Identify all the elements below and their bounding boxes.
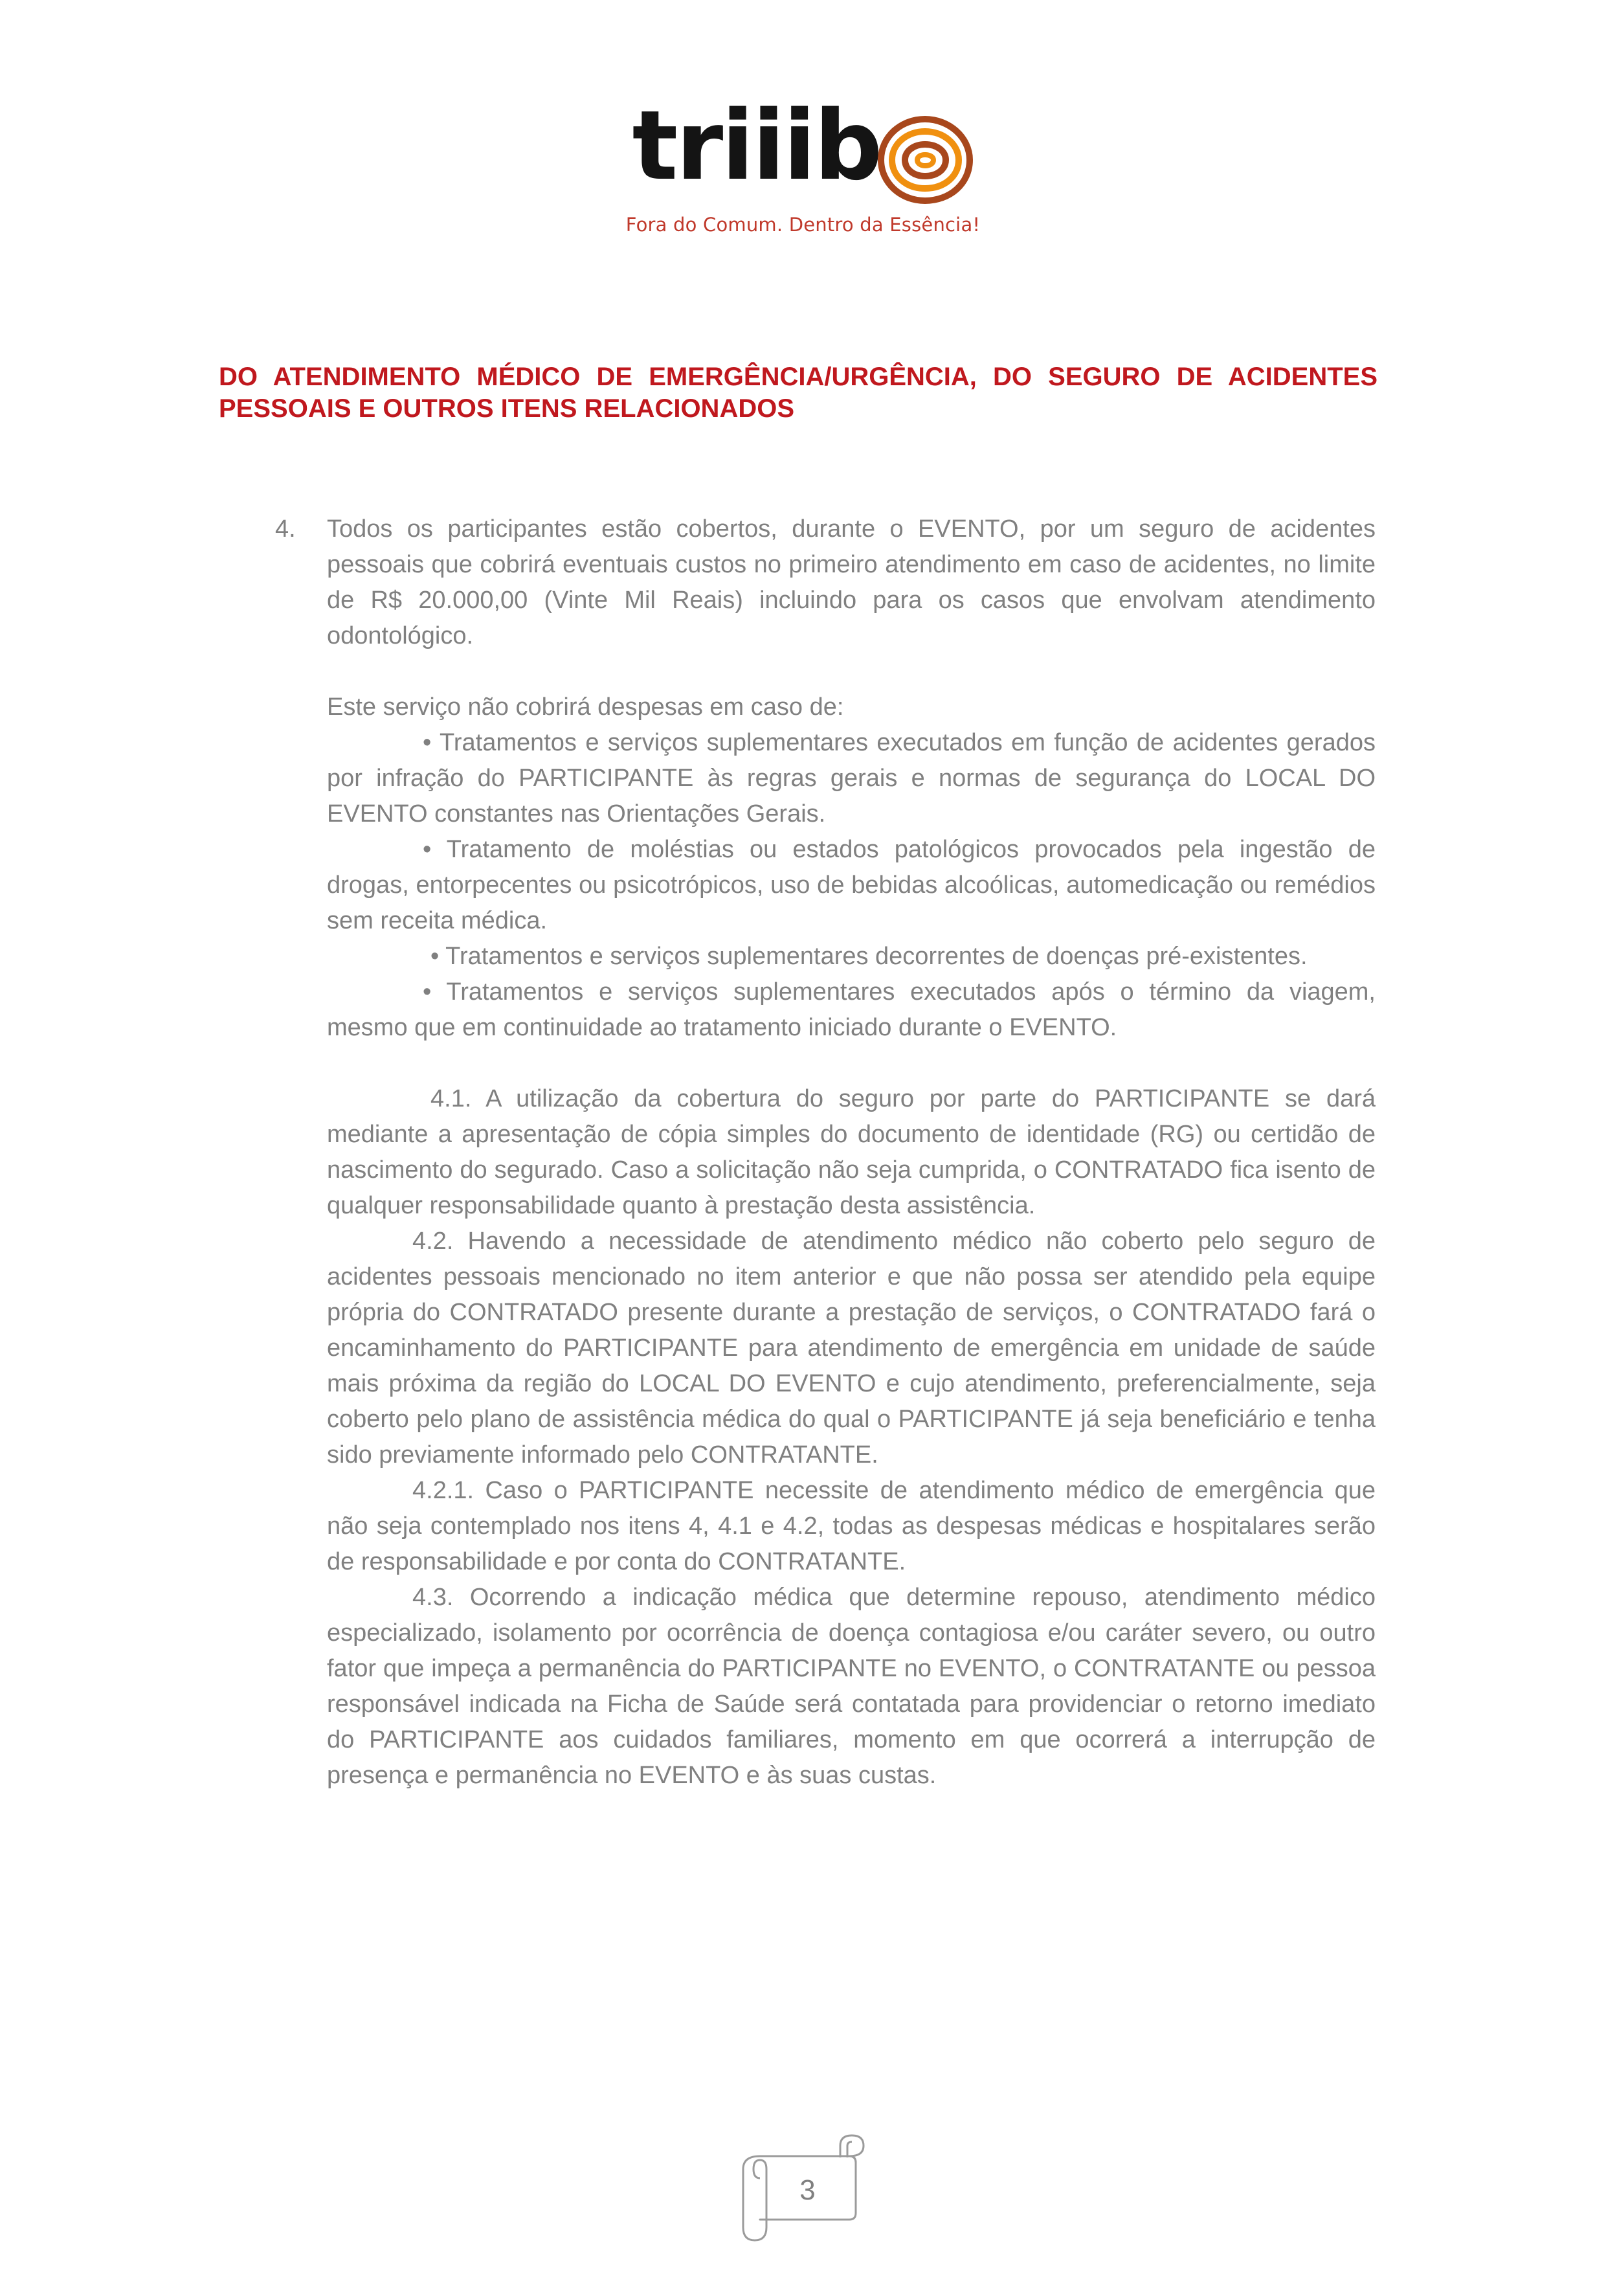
scroll-banner-icon [729,2129,878,2245]
logo-tagline: Fora do Comum. Dentro da Essência! [625,214,981,236]
exclusion-bullet-1: • Tratamentos e serviços suplementares executados em função de acidentes gerados por infração do PARTICIPANTE às regras gerais e normas de segurança do LOCAL DO EVENTO constantes nas Orientações Gerais. [327,729,1376,827]
exclusion-bullet-3: • Tratamentos e serviços suplementares decorrentes de doenças pré-existentes. [430,943,1308,970]
concentric-rings-icon [876,115,974,208]
clause-4-3: 4.3. Ocorrendo a indicação médica que determine repouso, atendimento médico especializado, isolamento por ocorrência de doença contagiosa e/ou caráter severo, ou outro fator que impeça a permanência do PARTICIPANTE no EVENTO, o CONTRATANTE ou pessoa responsável indicada na Ficha de Saúde será contatada para providenciar o retorno imediato do PARTICIPANTE aos cuidados familiares, momento em que ocorrerá a interrupção de presença e permanência no EVENTO e às suas custas. [327,1584,1376,1789]
clause-4-2: 4.2. Havendo a necessidade de atendimento médico não coberto pelo seguro de acidentes pessoais mencionado no item anterior e que não possa ser atendido pela equipe própria do CONTRATADO presente durante a prestação de serviços, o CONTRATADO fará o encaminhamento do PARTICIPANTE para atendimento de emergência em unidade de saúde mais próxima da região do LOCAL DO EVENTO e cujo atendimento, preferencialmente, seja coberto pelo plano de assistência médica do qual o PARTICIPANTE já seja beneficiário e tenha sido previamente informado pelo CONTRATANTE. [327,1228,1376,1469]
exclusions-intro: Este serviço não cobrirá despesas em caso de: [327,693,844,721]
logo-row [632,90,974,207]
brand-logo [0,90,1606,236]
exclusion-bullet-2: • Tratamento de moléstias ou estados patológicos provocados pela ingestão de drogas, entorpecentes ou psicotrópicos, uso de bebidas alcoólicas, automedicação ou remédios sem receita médica. [327,836,1376,934]
clause-4-1: 4.1. A utilização da cobertura do seguro por parte do PARTICIPANTE se dará mediante a apresentação de cópia simples do documento de identidade (RG) ou certidão de nascimento do segurado. Caso a solicitação não seja cumprida, o CONTRATADO fica isento de qualquer responsabilidade quanto à prestação desta assistência. [327,1085,1376,1219]
clause-4-2-1: 4.2.1. Caso o PARTICIPANTE necessite de atendimento médico de emergência que não seja contemplado nos itens 4, 4.1 e 4.2, todas as despesas médicas e hospitalares serão de responsabilidade e por conta do CONTRATANTE. [327,1477,1376,1575]
clause-item-4-marker: 4. [275,515,296,543]
section-heading: DO ATENDIMENTO MÉDICO DE EMERGÊNCIA/URGÊNCIA, DO SEGURO DE ACIDENTES PESSOAIS E OUTROS ITENS RELACIONADOS [219,363,1377,423]
page-footer [0,2129,1606,2245]
exclusion-bullet-4: • Tratamentos e serviços suplementares executados após o término da viagem, mesmo que em continuidade ao tratamento iniciado durante o EVENTO. [327,978,1376,1041]
document-body [275,512,1376,1794]
clause-item-4-text: Todos os participantes estão cobertos, durante o EVENTO, por um seguro de acidentes pessoais que cobrirá eventuais custos no primeiro atendimento em caso de acidentes, no limite de R$ 20.000,00 (Vinte Mil Reais) incluindo para os casos que envolvam atendimento odontológico. [327,515,1376,649]
clause-item-4 [275,512,1376,654]
page-number: 3 [799,2174,816,2206]
logo-wordmark: triiib [632,90,881,201]
